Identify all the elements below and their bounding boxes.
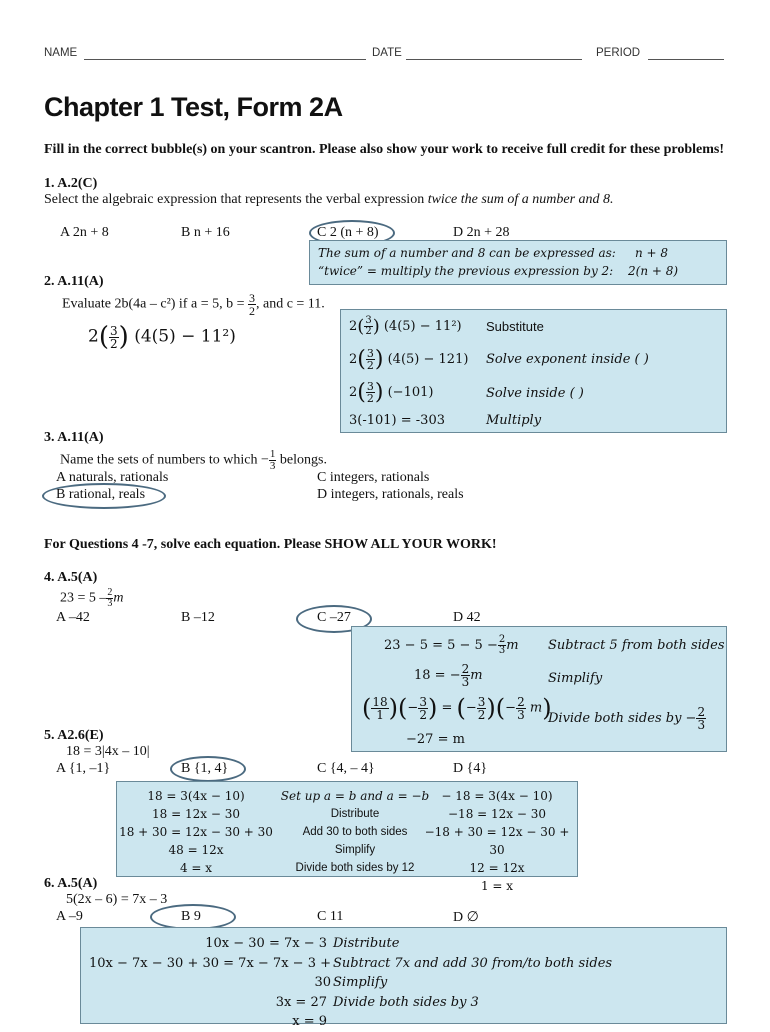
q2-row1: 2( $\frac{3}{2}$ ) (4(5) − 11²)	[349, 315, 462, 337]
q6-choice-b[interactable]: B 9	[181, 909, 201, 924]
q5-solution-box	[116, 781, 578, 893]
q1-box-line1-right: n + 8	[635, 246, 669, 260]
q2-number: 2. A.11(A)	[44, 274, 104, 289]
q6-choice-a[interactable]: A –9	[56, 909, 83, 924]
q6-equation: 5(2x – 6) = 7x – 3	[66, 892, 168, 907]
q2-solution-box	[340, 309, 727, 433]
q2-work: 2( $\frac{3}{2}$ ) (4(5) − 11²)	[88, 322, 236, 352]
q4-equation: 23 = 5 – $\frac{2}{3}$ m	[60, 587, 124, 609]
q1-prompt: Select the algebraic expression that represents the verbal expression twice the sum of a number and 8.	[44, 192, 614, 207]
q4-choice-b[interactable]: B –12	[181, 610, 215, 625]
q5-right-steps: − 18 = 3(4x − 10) −18 = 12x − 30 −18 + 30 = 12x − 30 + 30 12 = 12x 1 = x	[424, 789, 570, 893]
q2-row4-note: Multiply	[486, 413, 542, 428]
q1-box-line2-left: “twice” = multiply the previous expression by 2:	[318, 264, 614, 278]
answer-circle	[170, 756, 246, 782]
q4-step3: ( $\frac{18}{1}$ )(− $\frac{3}{2}$ ) = (− $\frac{3}{2}$ )(− $\frac{2}{3}$ m)	[362, 694, 552, 722]
q4-solution-box	[351, 626, 727, 752]
q6-choice-c[interactable]: C 11	[317, 909, 344, 924]
q1-solution-box	[309, 240, 727, 285]
q5-choice-c[interactable]: C {4, – 4}	[317, 761, 375, 776]
q1-box-line2-right: 2(n + 8)	[628, 264, 679, 278]
date-label: DATE	[372, 47, 402, 59]
q3-number: 3. A.11(A)	[44, 430, 104, 445]
q2-row2: 2( $\frac{3}{2}$ ) (4(5) − 121)	[349, 347, 469, 372]
q1-number: 1. A.2(C)	[44, 176, 98, 191]
name-field[interactable]	[84, 59, 366, 60]
q3-choice-d[interactable]: D integers, rationals, reals	[317, 487, 464, 502]
q6-right-notes: Distribute Subtract 7x and add 30 from/to both sides Simplify Divide both sides by 3	[333, 936, 613, 1010]
q6-solution-box	[80, 927, 727, 1029]
instructions: Fill in the correct bubble(s) on your scantron. Please also show your work to receive full credit for these problems!	[44, 142, 724, 157]
q1-choice-c[interactable]: C 2 (n + 8)	[317, 225, 379, 240]
period-field[interactable]	[648, 59, 724, 60]
q5-choice-d[interactable]: D {4}	[453, 761, 488, 776]
q2-prompt: Evaluate 2b(4a – c²) if a = 5, b = $\frac{3}{2}$ , and c = 11.	[62, 291, 325, 318]
q4-step2-note: Simplify	[548, 671, 603, 686]
q5-equation: 18 = 3|4x – 10|	[66, 744, 150, 759]
q5-choice-a[interactable]: A {1, –1}	[56, 761, 111, 776]
q4-choice-a[interactable]: A –42	[56, 610, 90, 625]
name-label: NAME	[44, 47, 78, 59]
q4-step1: 23 − 5 = 5 − 5 − $\frac{2}{3}$ m	[384, 634, 519, 656]
page-title: Chapter 1 Test, Form 2A	[44, 92, 343, 122]
q2-row3-note: Solve inside ( )	[486, 386, 584, 401]
q6-left-steps: 10x − 30 = 7x − 3 10x − 7x − 30 + 30 = 7x − 7x − 3 + 30 3x = 27 x = 9	[88, 936, 331, 1029]
q5-choice-b[interactable]: B {1, 4}	[181, 761, 229, 776]
q2-row4: 3(-101) = -303	[349, 413, 445, 428]
q5-middle-notes: Set up a = b and a = −b Distribute Add 30 to both sides Simplify Divide both sides by 12	[280, 789, 430, 874]
period-label: PERIOD	[596, 47, 641, 59]
q3-choice-c[interactable]: C integers, rationals	[317, 470, 430, 485]
q5-left-steps: 18 = 3(4x − 10) 18 = 12x − 30 18 + 30 = 12x − 30 + 30 48 = 12x 4 = x	[119, 789, 273, 875]
q4-step2: 18 = − $\frac{2}{3}$ m	[414, 662, 483, 689]
q1-choice-d[interactable]: D 2n + 28	[453, 225, 510, 240]
q6-number: 6. A.5(A)	[44, 876, 98, 891]
q3-prompt: Name the sets of numbers to which − $\frac{1}{3}$ belongs.	[60, 448, 327, 472]
q4-step4: −27 = m	[406, 732, 465, 747]
q5-number: 5. A2.6(E)	[44, 728, 104, 743]
section-instructions: For Questions 4 -7, solve each equation. Please SHOW ALL YOUR WORK!	[44, 537, 497, 552]
q1-box-line1-left: The sum of a number and 8 can be expressed as:	[318, 246, 616, 260]
q3-choice-a[interactable]: A naturals, rationals	[56, 470, 169, 485]
q2-row3: 2( $\frac{3}{2}$ ) (−101)	[349, 380, 434, 405]
q1-choice-b[interactable]: B n + 16	[181, 225, 230, 240]
q4-step3-note: Divide both sides by − $\frac{2}{3}$	[548, 705, 706, 732]
answer-circle	[42, 483, 166, 509]
q2-row2-note: Solve exponent inside ( )	[486, 352, 649, 367]
q4-number: 4. A.5(A)	[44, 570, 98, 585]
q4-choice-c[interactable]: C –27	[317, 610, 351, 625]
q3-choice-b[interactable]: B rational, reals	[56, 487, 146, 502]
q1-choice-a[interactable]: A 2n + 8	[60, 225, 109, 240]
date-field[interactable]	[406, 59, 582, 60]
q6-choice-d[interactable]: D ∅	[453, 910, 479, 925]
q4-step1-note: Subtract 5 from both sides	[548, 638, 725, 653]
q4-choice-d[interactable]: D 42	[453, 610, 481, 625]
q2-row1-note: Substitute	[486, 319, 544, 334]
